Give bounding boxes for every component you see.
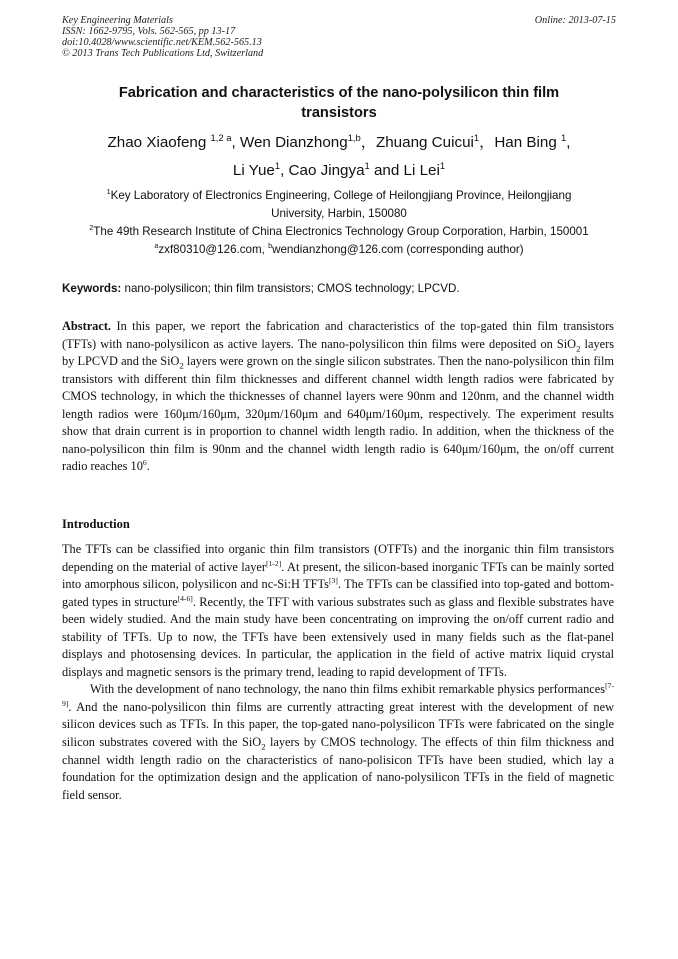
intro-p1-text-d: . Recently, the TFT with various substrates such as glass and flexible substrates have been widely studied. And the main study have been concentrating on improving the on/off current radio and stability of TFTs. Up to now, the TFTs have been extensively used in many fields such as the flat-panel displays and photosensing devices. In particular, the application in the field of active matrix liquid crystal displays and magnetic sensors is the primary trend, leading to rapid development of TFTs. [62,594,614,679]
title-line-1: Fabrication and characteristics of the nano-polysilicon thin film [118,85,560,101]
author-2-affil: 1,b [347,131,361,143]
intro-p1-text-c: . The TFTs can be classified into top-gated and bottom-gated types in structure [62,577,614,609]
journal-header [62,15,616,59]
author-3-affil: 1 [473,131,480,143]
email-line [62,241,616,259]
intro-p1-text-a: The TFTs can be classified into organic thin film transistors (OTFTs) and the inorganic thin film transistors depending on the material of active layer [62,542,614,574]
abstract-text-4: . [146,459,150,474]
affiliation-1 [62,187,616,205]
online-date: Online: 2013-07-15 [534,15,616,26]
journal-name: Key Engineering Materials [62,15,173,26]
issn-line: ISSN: 1662-9795, Vols. 562-565, pp 13-17 [62,26,236,37]
introduction-body [62,541,614,804]
author-line-1 [62,129,616,157]
author-1: Zhao Xiaofeng [107,134,211,151]
intro-p2-text-c: layers by CMOS technology. The effects of thin film thickness and channel width length radio on the characteristics of nano-polisicon TFTs have been studied, which lay a foundation for the optimization design and the application of nano-polysilicon TFTs in the field of magnetic field sensor. [62,735,614,802]
keywords-text: nano-polysilicon; thin film transistors; CMOS technology; LPCVD. [121,282,460,295]
abstract-sup-6: 6 [142,458,147,468]
abstract-text-3: layers were grown on the single silicon substrates. Then the nano-polysilicon thin film transistors with different thin film thicknesses and different channel width length radios were fabricated by CMOS technology, in which the thicknesses of channel layers were 90nm and 120nm, and the channel width length radios were 160μm/160μm, 320μm/160μm and 640μm/160μm, respectively. The experiment results show that drain current is in proportion to channel width length radio. In addition, when the thickness of the nano-polysilicon thin film is 90nm and the channel width length radio is 640μm/160μm, the on/off current radio reaches 10 [62,354,615,474]
author-7: and Li Lei [369,162,440,179]
doi-line: doi:10.4028/www.scientific.net/KEM.562-565.13 [62,37,262,48]
author-6-affil: 1 [364,159,370,171]
email-1: zxf80310@126.com, [158,243,269,256]
intro-p1-text-b: . At present, the silicon-based inorganic TFTs can be mainly sorted into amorphous silicon, polysilicon and nc-Si:H TFTs [62,559,614,592]
author-3: ，Zhuang Cuicui [360,134,474,151]
author-4: ，Han Bing [479,134,562,151]
affiliation-1-cont: University, Harbin, 150080 [271,207,407,220]
citation-4-6: [4-6] [177,593,193,603]
paper-title [62,83,616,123]
abstract-sub-2: 2 [179,360,184,371]
citation-1-2: [1-2] [265,558,282,568]
email-b-mark: b [268,241,273,251]
intro-p2-text-b: . And the nano-polysilicon thin films are currently attracting great interest with the development of new silicon devices such as TFTs. In this paper, the top-gated nano-polysilicon TFTs were fabricated on the single silicon substrates covered with the SiO [62,699,614,750]
author-line-2 [62,157,616,185]
abstract-text-2: layers by LPCVD and the SiO [62,336,615,369]
affiliation-2-mark: 2 [89,223,94,233]
author-5: Li Yue [232,162,275,179]
title-line-2: transistors [301,105,377,121]
author-1-affil: 1,2 a [210,131,232,143]
keywords-label: Keywords: [62,282,122,295]
intro-paragraph-2 [62,681,614,804]
affiliations [62,187,616,259]
abstract-sub-1: 2 [576,343,581,354]
email-2: wendianzhong@126.com (corresponding author) [272,243,524,256]
abstract [62,318,614,476]
author-5-affil: 1 [274,159,281,171]
citation-7-9: [7-9] [62,681,614,708]
keywords [62,281,616,297]
intro-paragraph-1 [62,541,614,681]
copyright-line: © 2013 Trans Tech Publications Ltd, Switzerland [62,48,264,59]
email-a-mark: a [154,241,159,251]
section-heading-introduction: Introduction [62,517,130,531]
author-list [62,129,616,185]
author-4-comma: , [566,134,571,151]
affiliation-1-text: Key Laboratory of Electronics Engineering, College of Heilongjiang Province, Heilongjiang [110,189,572,202]
affiliation-2-text: The 49th Research Institute of China Electronics Technology Group Corporation, Harbin, 150001 [93,225,589,238]
author-6: , Cao Jingya [280,162,365,179]
abstract-label: Abstract. [62,319,112,333]
author-4-affil: 1 [561,131,567,143]
intro-p2-text-a: With the development of nano technology, the nano thin films exhibit remarkable physics performances [90,682,606,697]
citation-3: [3] [328,575,338,585]
affiliation-1-mark: 1 [106,187,111,197]
abstract-text-1: In this paper, we report the fabrication and characteristics of the top-gated thin film transistors (TFTs) with nano-polysilicon as active layers. The nano-polysilicon thin films were deposited on SiO [62,319,614,351]
intro-p2-sub: 2 [261,741,266,752]
author-7-affil: 1 [439,159,446,171]
author-2: , Wen Dianzhong [231,134,348,151]
affiliation-2 [62,223,616,241]
